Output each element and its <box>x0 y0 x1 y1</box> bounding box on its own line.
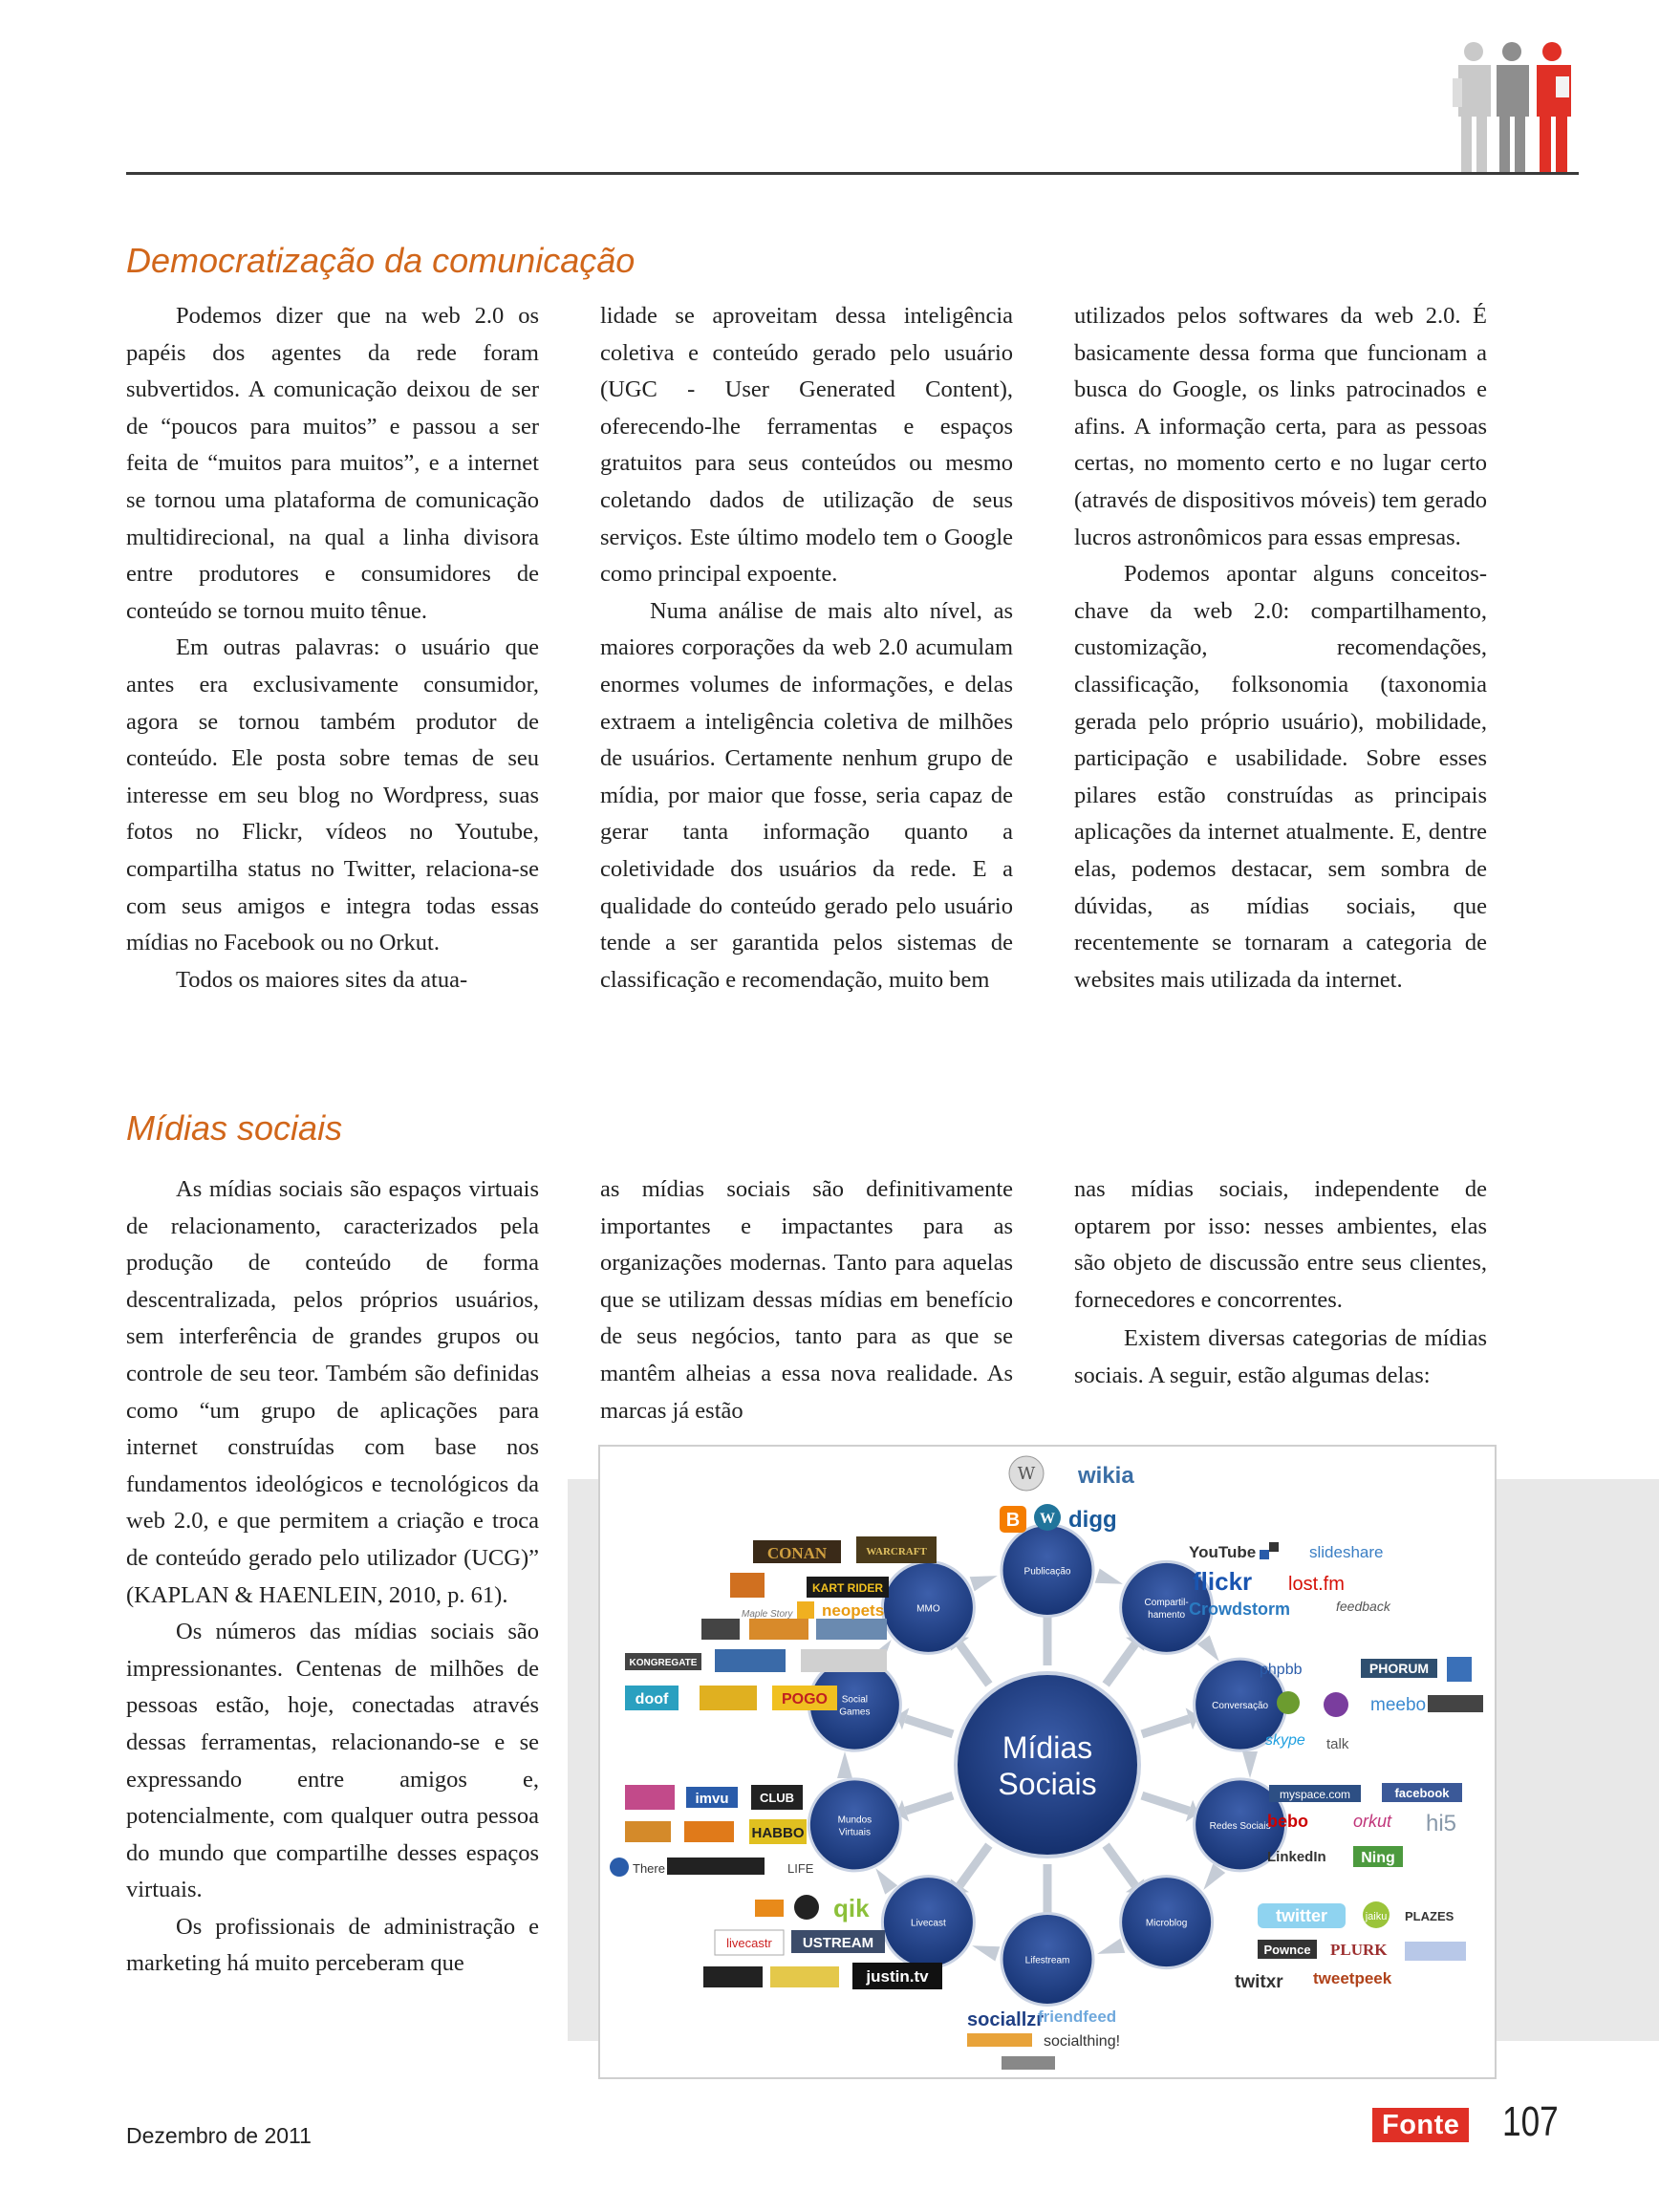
forum-logo <box>1428 1695 1483 1712</box>
wikia-logo: wikia <box>1078 1463 1134 1489</box>
diagram-canvas <box>600 1447 1495 2077</box>
mundos-logos <box>610 1785 814 1877</box>
section-heading: Mídias sociais <box>126 1108 343 1148</box>
club-logo: CLUB <box>759 1791 795 1805</box>
magazine-brand: Fonte <box>1372 2108 1469 2142</box>
lifestream-logos <box>967 2008 1120 2070</box>
socialthing-logo: socialthing! <box>1044 2033 1121 2050</box>
spoke-arrow <box>906 1795 953 1811</box>
ring-arrow <box>972 1945 1000 1961</box>
compartilhamento-logos <box>1189 1542 1391 1619</box>
spoke-arrow <box>1106 1644 1135 1685</box>
kongregate-logo: KONGREGATE <box>629 1658 698 1668</box>
livecastr-logo: livecastr <box>726 1936 772 1950</box>
spoke-arrow <box>906 1719 953 1734</box>
msn-icon <box>1277 1691 1300 1714</box>
social-media-diagram <box>598 1445 1497 2079</box>
meebo-logo: meebo <box>1370 1695 1427 1715</box>
paragraph: utilizados pelos softwares da web 2.0. É basicamente dessa forma que funcionam a busca do Google, os links patrocinados e afins. A informação certa, para as pessoas certas, no momento certo e no lugar certo (através de dispositivos móveis) tem gerado lucros astronômicos para essas empresas. <box>1074 303 1487 550</box>
center-circle <box>956 1673 1139 1857</box>
linkedin-logo: LinkedIn <box>1267 1849 1326 1865</box>
delicious-icon <box>1260 1550 1269 1559</box>
ring-arrow <box>970 1576 998 1591</box>
paragraph: As mídias sociais são espaços virtuais de relacionamento, caracterizados pela produção de conteúdo de forma descentralizada, pelos próprios usuários, sem interferência de grandes grupos ou controle de seu teor. Também são definidas como “um grupo de aplicações para internet construídas com base nos fundamentos ideológicos e tecnológicos da web 2.0, e que permitem a criação e troca de conteúdo gerado pelo utilizador (UCG)” (KAPLAN & HAENLEIN, 2010, p. 61). <box>126 1176 539 1608</box>
category-label: Social <box>841 1694 869 1706</box>
virtual-world-logo <box>625 1785 675 1810</box>
imvu-logo: imvu <box>695 1791 729 1807</box>
spoke-arrow <box>959 1845 989 1885</box>
spoke-arrow <box>1142 1795 1189 1811</box>
paragraph: lidade se aproveitam dessa inteligência coletiva e conteúdo gerado pelo usuário (UGC - User Generated Content), oferecendo-lhe ferramentas e espaços gratuitos para seus conteúdos ou mesmo coletando dados de utilização de seus serviços. Este último modelo tem o Google como principal expoente. <box>600 303 1013 588</box>
plazes-logo: PLAZES <box>1405 1909 1454 1923</box>
mmo-logo <box>730 1573 765 1598</box>
ring-arrow <box>1095 1569 1123 1584</box>
header-rule <box>126 172 1579 175</box>
paragraph: Numa análise de mais alto nível, as maiores corporações da web 2.0 acumulam enormes volumes de informações, e delas extraem a inteligência coletiva de milhões de usuários. Certamente nenhum grupo de mídia, por maior que fosse, seria capaz de gerar tanta informação quanto a coletividade dos usuários da rede. E a qualidade do conteúdo gerado pelo usuário tende a ser garantida pelos sistemas de classificação e recomendação, muito bem <box>600 597 1013 993</box>
qik-logo: qik <box>833 1894 870 1922</box>
phpbb-logo: phpbb <box>1260 1662 1303 1678</box>
neopets-logo: neopets <box>822 1601 885 1620</box>
center-label: Mídias <box>1002 1730 1093 1765</box>
delicious-icon <box>1269 1542 1279 1552</box>
text-column-3 <box>1074 1171 1487 1395</box>
plurk-logo: PLURK <box>1330 1941 1388 1959</box>
conversacao-logos <box>1260 1657 1483 1752</box>
phorum-logo: PHORUM <box>1368 1661 1430 1676</box>
lifestream-logo <box>967 2033 1032 2047</box>
youtube-logo: YouTube <box>1189 1543 1257 1561</box>
paragraph: Os profissionais de administração e marketing há muito perceberam que <box>126 1913 539 1977</box>
paragraph: Existem diversas categorias de mídias sociais. A seguir, estão algumas delas: <box>1074 1325 1487 1388</box>
habbo-logo: HABBO <box>751 1825 805 1841</box>
paragraph: Em outras palavras: o usuário que antes era exclusivamente consumidor, agora se tornou também produtor de conteúdo. Ele posta sobre temas de seu interesse em seu blog no Wordpress, suas fotos no Flickr, vídeos no Youtube, compartilha status no Twitter, relaciona-se com seus amigos e integra todas essas mídias no Facebook ou no Orkut. <box>126 634 539 956</box>
twitxr-logo: twitxr <box>1235 1972 1283 1992</box>
category-label: Games <box>839 1707 871 1718</box>
facebook-logo: facebook <box>1394 1786 1450 1800</box>
kartrider-logo: KART RIDER <box>812 1581 883 1595</box>
category-label: Conversação <box>1212 1701 1269 1712</box>
yahoo-icon <box>1324 1692 1348 1717</box>
there-icon <box>610 1858 629 1877</box>
livecast-logo <box>794 1895 819 1920</box>
blogger-icon: B <box>1005 1510 1021 1531</box>
paragraph: Podemos dizer que na web 2.0 os papéis dos agentes da rede foram subvertidos. A comunicação deixou de ser de “poucos para muitos” e passou a ser feita de “muitos para muitos”, e a internet se tornou uma plataforma de comunicação multidirecional, na qual a linha divisora entre produtores e consumidores de conteúdo se tornou muito tênue. <box>126 303 539 624</box>
category-label: MMO <box>916 1603 940 1615</box>
publicacao-logos <box>1000 1456 1134 1533</box>
ustream-logo: USTREAM <box>802 1935 874 1951</box>
there-logo: There <box>633 1861 665 1876</box>
virtual-world-logo <box>667 1858 765 1875</box>
games-logo <box>816 1619 887 1640</box>
category-label: Lifestream <box>1024 1955 1070 1966</box>
pownce-logo: Pownce <box>1263 1943 1311 1957</box>
ning-logo: Ning <box>1361 1850 1395 1866</box>
ring-arrow <box>1242 1751 1258 1778</box>
text-column-2 <box>600 298 1013 999</box>
page-number: 107 <box>1502 2098 1559 2145</box>
feedback-logo: feedback <box>1336 1599 1390 1614</box>
digg-logo: digg <box>1068 1507 1117 1533</box>
jaiku-logo: jaiku <box>1365 1911 1388 1922</box>
text-column-1 <box>126 1171 539 1983</box>
spoke-arrow <box>1106 1845 1135 1885</box>
spoke-arrow <box>1142 1719 1189 1734</box>
myspace-logo: myspace.com <box>1279 1788 1351 1801</box>
text-column-1 <box>126 298 539 999</box>
text-column-3 <box>1074 298 1487 999</box>
pogo-logo: POGO <box>781 1691 829 1707</box>
flickr-logo: flickr <box>1193 1567 1253 1596</box>
tweetpeek-logo: tweetpeek <box>1313 1969 1392 1987</box>
ring-arrow <box>837 1751 852 1778</box>
virtual-world-logo <box>684 1821 734 1842</box>
center-label: Sociais <box>998 1767 1097 1801</box>
paragraph: Todos os maiores sites da atua- <box>176 966 468 993</box>
category-label: Compartil- <box>1144 1597 1189 1608</box>
bebo-logo: bebo <box>1267 1812 1308 1831</box>
hi5-logo: hi5 <box>1426 1811 1457 1836</box>
category-label: Mundos <box>837 1815 873 1826</box>
paragraph: nas mídias sociais, independente de optarem por isso: nesses ambientes, elas são objeto de discussão entre seus clientes, fornecedores e concorrentes. <box>1074 1176 1487 1313</box>
blip-logo <box>1405 1942 1466 1961</box>
orkut-logo: orkut <box>1353 1812 1392 1831</box>
section-heading: Democratização da comunicação <box>126 241 636 280</box>
paragraph: Os números das mídias sociais são impressionantes. Centenas de milhões de pessoas estão, hoje, conectadas através dessas ferramentas, relacionando-se e se expressando entre amigos e, potencialmente, com qualquer outra pessoa do mundo que compartilhe desses espaços virtuais. <box>126 1619 539 1903</box>
games-logo <box>700 1686 757 1710</box>
microblog-logos <box>1235 1901 1466 1992</box>
text-column-2 <box>600 1171 1013 1429</box>
people-icon <box>1453 40 1577 172</box>
secondlife-logo: LIFE <box>787 1861 814 1876</box>
warcraft-logo: WARCRAFT <box>866 1546 927 1557</box>
talk-logo: talk <box>1326 1736 1349 1752</box>
livecast-logo <box>755 1900 784 1917</box>
games-logo <box>801 1649 887 1672</box>
livecast-logo <box>703 1966 763 1987</box>
lifestream-logo <box>1002 2056 1055 2070</box>
footer-date: Dezembro de 2011 <box>126 2123 312 2148</box>
skype-logo: skype <box>1265 1732 1305 1749</box>
category-label: Microblog <box>1145 1918 1188 1929</box>
twitter-logo: twitter <box>1276 1906 1327 1925</box>
category-label: Virtuais <box>838 1827 871 1838</box>
messenger-icon <box>1447 1657 1472 1682</box>
games-logo <box>715 1649 786 1672</box>
paragraph: Podemos apontar alguns conceitos-chave da web 2.0: compartilhamento, customização, recomendações, classificação, folksonomia (taxonomia gerada pelo próprio usuário), mobilidade, participação e usabilidade. Sobre esses pilares estão construídas as principais aplicações da internet atualmente. E, dentre elas, podemos destacar, sem sombra de dúvidas, as mídias sociais, que recentemente se tornaram a categoria de websites mais utilizada da internet. <box>1074 561 1487 993</box>
livecast-logo <box>770 1966 839 1987</box>
mmo-logo <box>797 1601 814 1619</box>
slideshare-logo: slideshare <box>1309 1543 1384 1561</box>
friendfeed-logo: friendfeed <box>1038 2008 1117 2026</box>
spoke-arrow <box>959 1644 989 1685</box>
crowdstorm-logo: Crowdstorm <box>1189 1600 1291 1619</box>
doof-logo: doof <box>635 1691 669 1707</box>
category-label: Publicação <box>1023 1566 1071 1578</box>
wordpress-icon: W <box>1040 1511 1055 1527</box>
mmo-logo: Maple Story <box>742 1609 793 1620</box>
wikipedia-icon: W <box>1017 1464 1036 1484</box>
category-label: hamento <box>1148 1609 1186 1621</box>
paragraph: as mídias sociais são definitivamente importantes e impactantes para as organizações modernas. Tanto para aquelas que se utilizam dessas mídias em benefício de seus negócios, tanto para as que se mantêm alheias a essa nova realidade. As marcas já estão <box>600 1176 1013 1424</box>
ring-arrow <box>1097 1939 1125 1954</box>
redes-logos <box>1267 1783 1462 1867</box>
sociallzr-logo: sociallzr <box>967 2009 1045 2030</box>
lastfm-logo: lost.fm <box>1288 1574 1345 1595</box>
justintv-logo: justin.tv <box>866 1967 929 1986</box>
category-label: Livecast <box>911 1918 946 1929</box>
virtual-world-logo <box>625 1821 671 1842</box>
conan-logo: CONAN <box>766 1544 828 1562</box>
category-label: Redes Sociais <box>1209 1820 1271 1832</box>
games-logo <box>701 1619 740 1640</box>
games-logo <box>749 1619 808 1640</box>
